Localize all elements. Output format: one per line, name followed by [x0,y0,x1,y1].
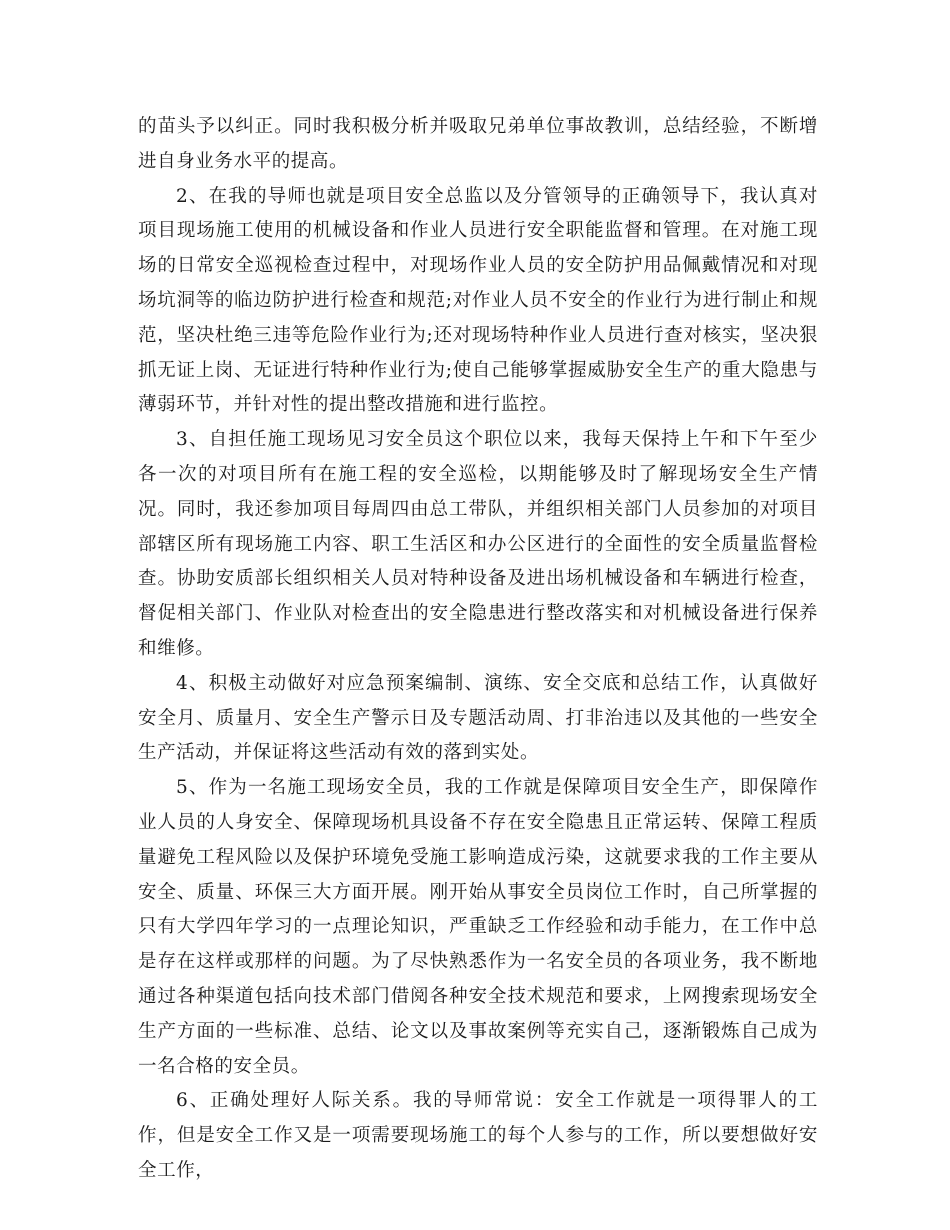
paragraph-continuation: 的苗头予以纠正。同时我积极分析并吸取兄弟单位事故教训，总结经验，不断增进自身业务水平的提高。 [138,116,818,172]
paragraph-item-5: 5、作为一名施工现场安全员，我的工作就是保障项目安全生产，即保障作业人员的人身安全、保障现场机具设备不存在安全隐患且正常运转、保障工程质量避免工程风险以及保护环境免受施工影响造成污染，这就要求我的工作主要从安全、质量、环保三大方面开展。刚开始从事安全员岗位工作时，自己所掌握的只有大学四年学习的一点理论知识，严重缺乏工作经验和动手能力，在工作中总是存在这样或那样的问题。为了尽快熟悉作为一名安全员的各项业务，我不断地通过各种渠道包括向技术部门借阅各种安全技术规范和要求，上网搜索现场安全生产方面的一些标准、总结、论文以及事故案例等充实自己，逐渐锻炼自己成为一名合格的安全员。 [138,777,818,1077]
paragraph-item-2: 2、在我的导师也就是项目安全总监以及分管领导的正确领导下，我认真对项目现场施工使用的机械设备和作业人员进行安全职能监督和管理。在对施工现场的日常安全巡视检查过程中，对现场作业人员的安全防护用品佩戴情况和对现场坑洞等的临边防护进行检查和规范;对作业人员不安全的作业行为进行制止和规范，坚决杜绝三违等危险作业行为;还对现场特种作业人员进行查对核实，坚决狠抓无证上岗、无证进行特种作业行为;使自己能够掌握威胁安全生产的重大隐患与薄弱环节，并针对性的提出整改措施和进行监控。 [138,185,818,416]
paragraph-item-3: 3、自担任施工现场见习安全员这个职位以来，我每天保持上午和下午至少各一次的对项目所有在施工程的安全巡检，以期能够及时了解现场安全生产情况。同时，我还参加项目每周四由总工带队，并组织相关部门人员参加的对项目部辖区所有现场施工内容、职工生活区和办公区进行的全面性的安全质量监督检查。协助安质部长组织相关人员对特种设备及进出场机械设备和车辆进行检查，督促相关部门、作业队对检查出的安全隐患进行整改落实和对机械设备进行保养和维修。 [138,429,818,659]
paragraph-item-6: 6、正确处理好人际关系。我的导师常说：安全工作就是一项得罪人的工作，但是安全工作又是一项需要现场施工的每个人参与的工作，所以要想做好安全工作， [138,1090,818,1181]
paragraph-item-4: 4、积极主动做好对应急预案编制、演练、安全交底和总结工作，认真做好安全月、质量月、安全生产警示日及专题活动周、打非治违以及其他的一些安全生产活动，并保证将这些活动有效的落到实处。 [138,672,818,764]
document-body [138,110,818,1189]
